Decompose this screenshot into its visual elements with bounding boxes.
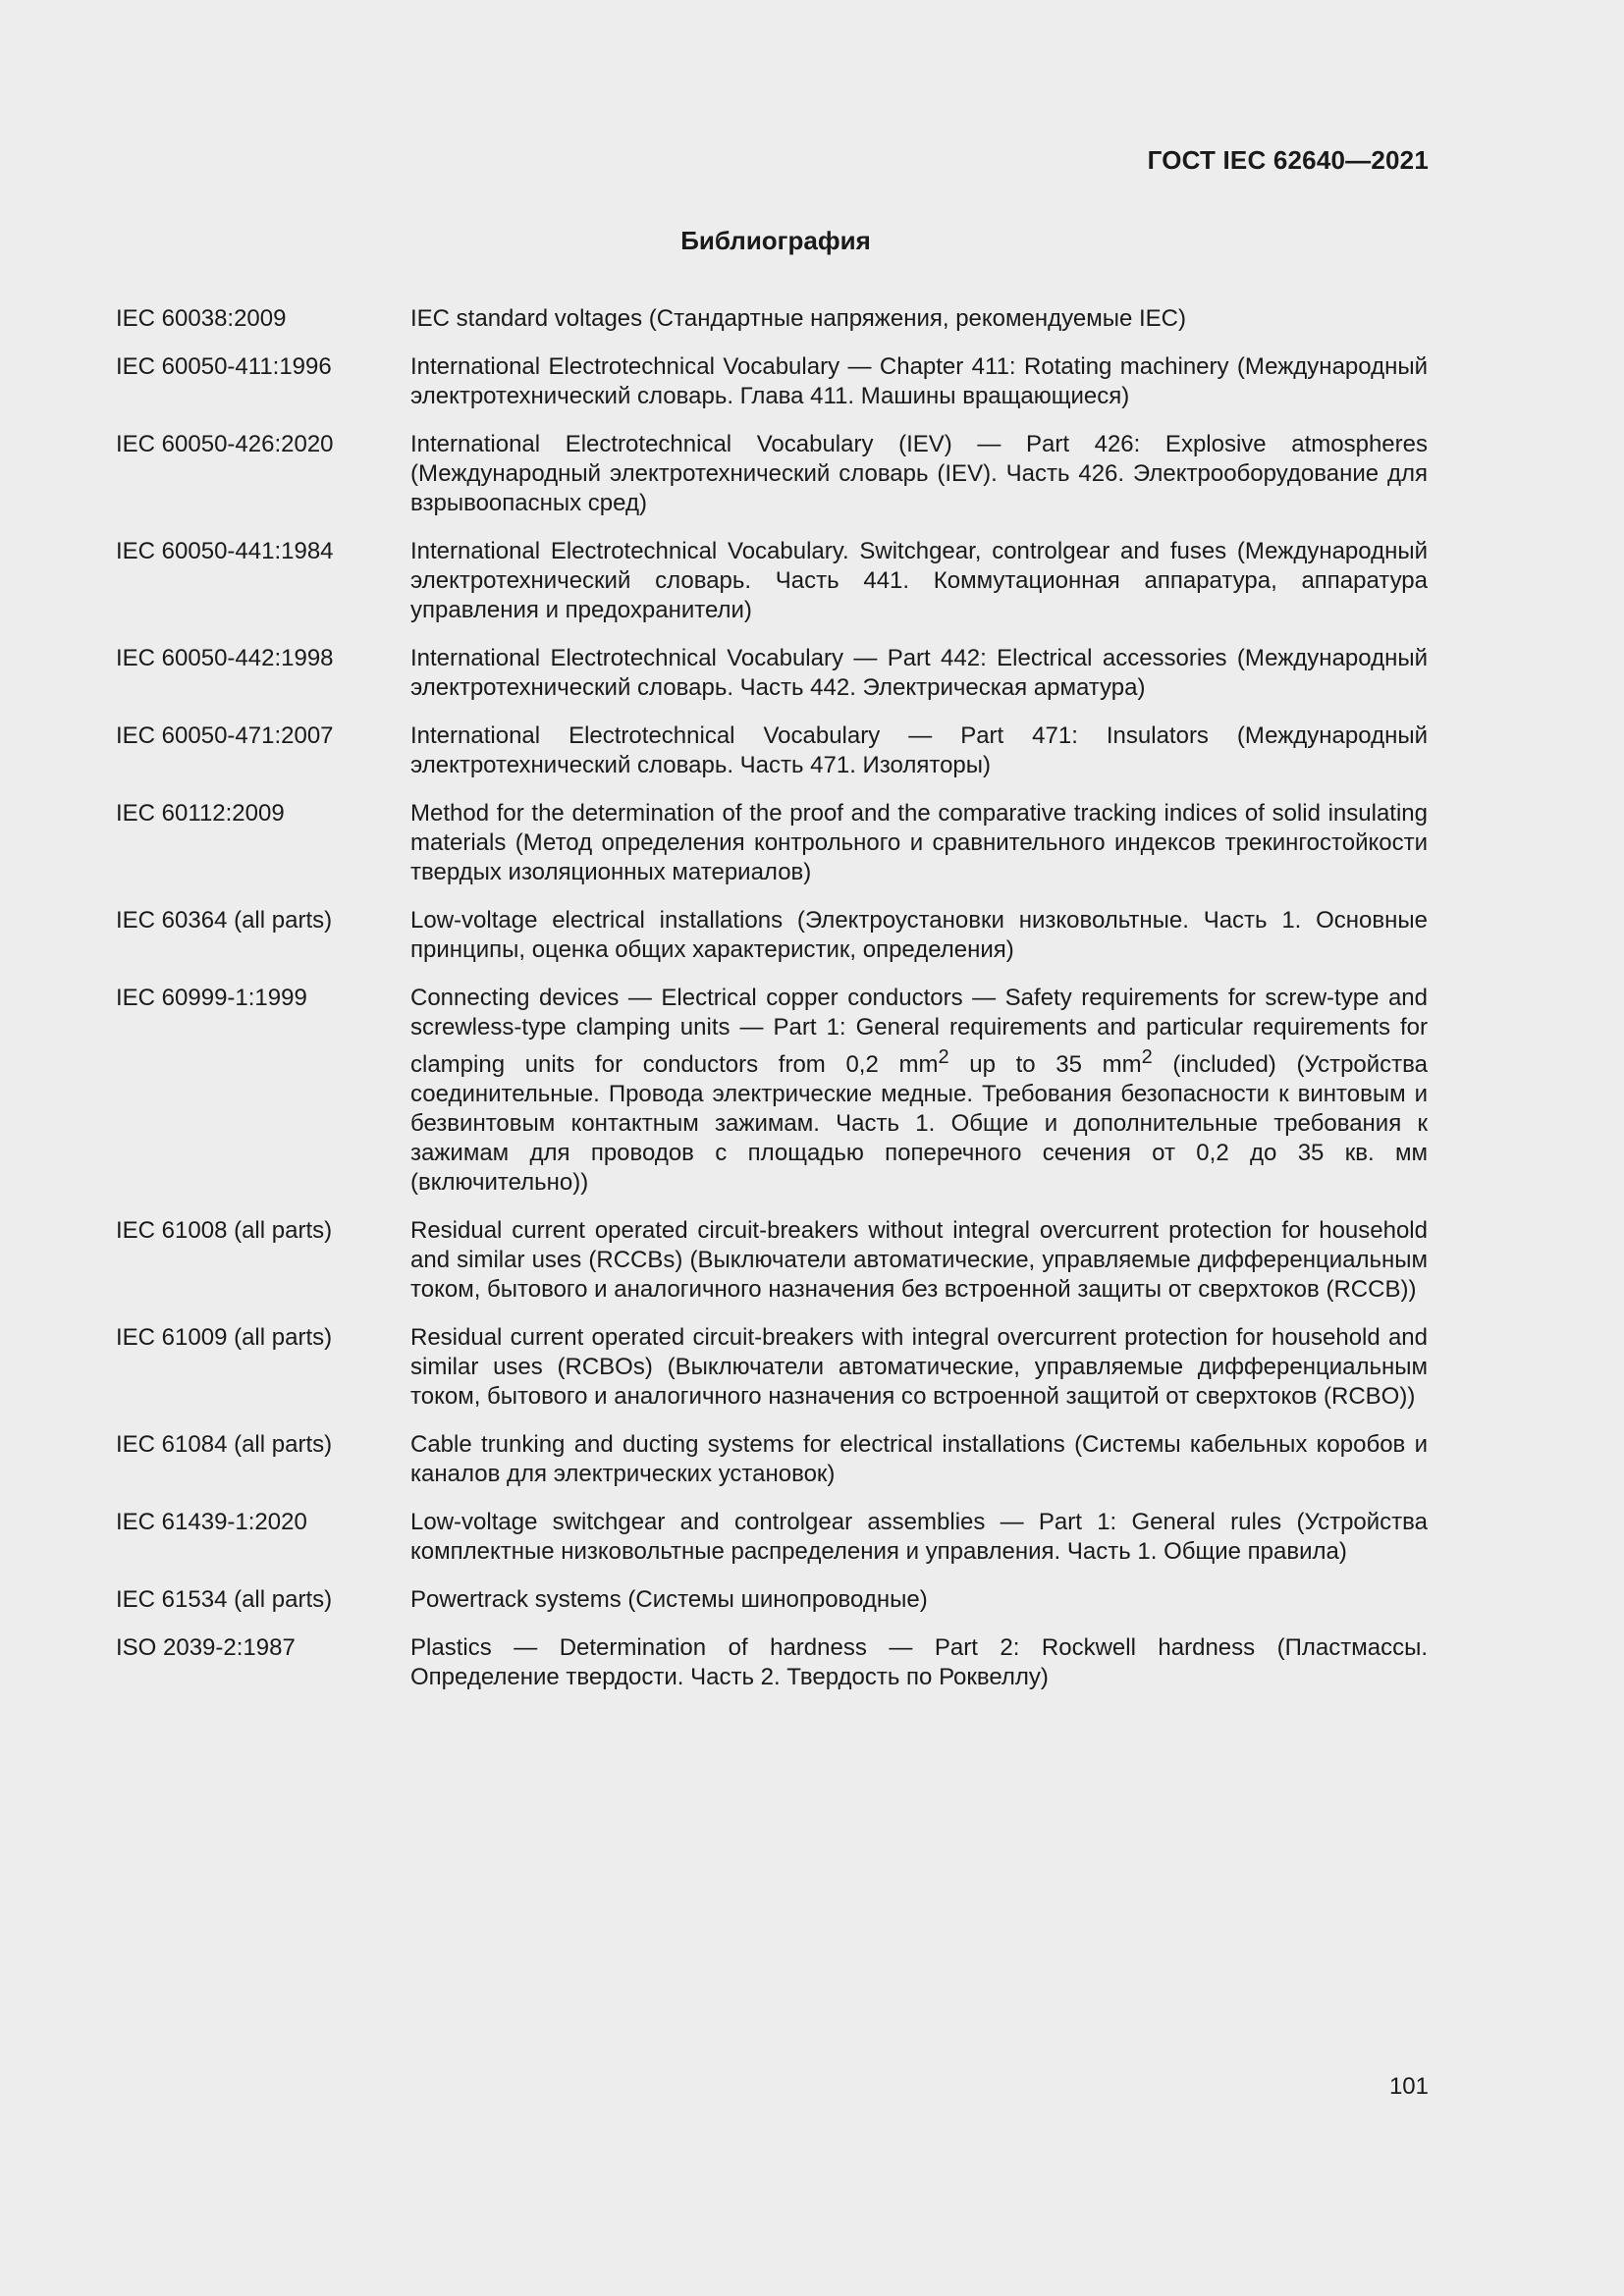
entry-description: Plastics — Determination of hardness — Part 2: Rockwell hardness (Пластмассы. Определение твердости. Часть 2. Твердость по Роквеллу): [410, 1634, 1428, 1690]
entry-description: International Electrotechnical Vocabulary — Chapter 411: Rotating machinery (Международный электротехнический словарь. Глава 411. Машины вращающиеся): [410, 353, 1428, 409]
entry-description: International Electrotechnical Vocabulary — Part 471: Insulators (Международный электротехнический словарь. Часть 471. Изоляторы): [410, 722, 1428, 778]
entry-text-part: (included) (Устройства соединительные. Провода электрические медные. Требования безопасности к винтовым и безвинтовым контактным зажимам. Часть 1. Общие и дополнительные требования к зажимам для проводов с площадью поперечного сечения от 0,2 до 35 кв. мм (включительно)): [410, 1051, 1428, 1196]
entry-reference: IEC 60999-1:1999: [116, 985, 307, 1011]
bibliography-entry: [116, 304, 1428, 334]
bibliography-entry: [116, 1216, 1428, 1305]
page-number: 101: [1388, 2073, 1429, 2100]
entry-description: Low-voltage switchgear and controlgear assemblies — Part 1: General rules (Устройства комплектные низковольтные распределения и управления. Часть 1. Общие правила): [410, 1509, 1428, 1565]
superscript: 2: [938, 1046, 949, 1068]
bibliography-entry: [116, 537, 1428, 625]
bibliography-entry: [116, 1323, 1428, 1412]
entry-reference: IEC 60364 (all parts): [116, 907, 333, 934]
entry-description: International Electrotechnical Vocabulary — Part 442: Electrical accessories (Международный электротехнический словарь. Часть 442. Электрическая арматура): [410, 645, 1428, 701]
entry-description: [410, 984, 1428, 1198]
entry-description: Method for the determination of the proof and the comparative tracking indices of solid insulating materials (Метод определения контрольного и сравнительного индексов трекингостойкости твердых изоляционных материалов): [410, 800, 1428, 885]
bibliography-entry: [116, 906, 1428, 965]
entry-text-part: up to 35 mm: [948, 1051, 1142, 1078]
entry-reference: ISO 2039-2:1987: [116, 1634, 296, 1661]
bibliography-entry: [116, 1430, 1428, 1489]
entry-description: IEC standard voltages (Стандартные напряжения, рекомендуемые IEC): [410, 305, 1186, 332]
entry-description: International Electrotechnical Vocabulary (IEV) — Part 426: Explosive atmospheres (Международный электротехнический словарь (IEV). Часть 426. Электрооборудование для взрывоопасных сред): [410, 431, 1428, 516]
bibliography-entry: [116, 352, 1428, 411]
entry-reference: IEC 60112:2009: [116, 800, 285, 827]
entry-reference: IEC 61534 (all parts): [116, 1586, 333, 1613]
entry-description: International Electrotechnical Vocabulary. Switchgear, controlgear and fuses (Международный электротехнический словарь. Часть 441. Коммутационная аппаратура, аппаратура управления и предохранители): [410, 538, 1428, 623]
entry-reference: IEC 61008 (all parts): [116, 1217, 333, 1244]
entry-reference: IEC 61084 (all parts): [116, 1431, 333, 1458]
bibliography-entry: [116, 430, 1428, 518]
bibliography-list: [116, 304, 1428, 1711]
bibliography-entry: [116, 1508, 1428, 1567]
entry-reference: IEC 61009 (all parts): [116, 1324, 333, 1351]
entry-reference: IEC 60050-411:1996: [116, 353, 332, 380]
entry-description: Low-voltage electrical installations (Электроустановки низковольтные. Часть 1. Основные принципы, оценка общих характеристик, определения): [410, 907, 1428, 963]
entry-description: Residual current operated circuit-breakers with integral overcurrent protection for household and similar uses (RCBOs) (Выключатели автоматические, управляемые дифференциальным током, бытового и аналогичного назначения со встроенной защитой от сверхтоков (RCBO)): [410, 1324, 1428, 1410]
page-title: Библиография: [680, 226, 871, 255]
document-code: ГОСТ IEC 62640—2021: [1147, 145, 1429, 175]
entry-reference: IEC 61439-1:2020: [116, 1509, 307, 1535]
entry-description: Residual current operated circuit-breakers without integral overcurrent protection for household and similar uses (RCCBs) (Выключатели автоматические, управляемые дифференциальным током, бытового и аналогичного назначения без встроенной защиты от сверхтоков (RCCB)): [410, 1217, 1428, 1303]
bibliography-entry: [116, 984, 1428, 1198]
entry-reference: IEC 60050-426:2020: [116, 431, 334, 457]
entry-reference: IEC 60038:2009: [116, 305, 287, 332]
entry-reference: IEC 60050-441:1984: [116, 538, 334, 564]
bibliography-entry: [116, 1585, 1428, 1615]
bibliography-entry: [116, 721, 1428, 780]
bibliography-entry: [116, 799, 1428, 887]
bibliography-entry: [116, 644, 1428, 703]
bibliography-entry: [116, 1633, 1428, 1692]
entry-text-part: Connecting devices — Electrical copper conductors — Safety requirements for screw-type and screwless-type clamping units — Part 1: General requirements and particular requirements for clamping units for conductors from 0,2 mm: [410, 985, 1428, 1078]
entry-description: Powertrack systems (Системы шинопроводные): [410, 1586, 928, 1613]
entry-reference: IEC 60050-442:1998: [116, 645, 334, 671]
superscript: 2: [1141, 1046, 1153, 1068]
entry-reference: IEC 60050-471:2007: [116, 722, 334, 749]
entry-description: Cable trunking and ducting systems for electrical installations (Системы кабельных коробов и каналов для электрических установок): [410, 1431, 1428, 1487]
